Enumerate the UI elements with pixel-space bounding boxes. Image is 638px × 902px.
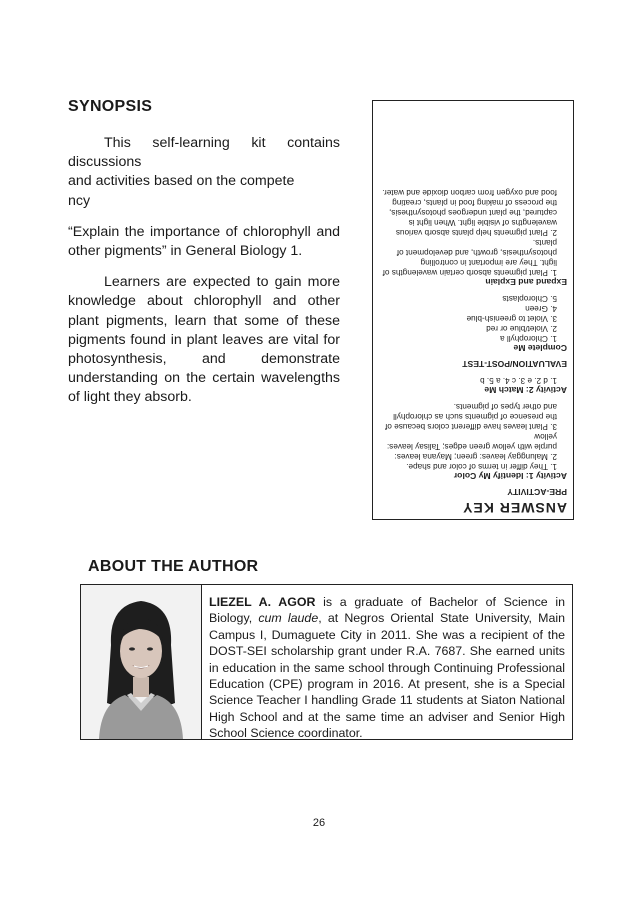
answer-key-activity1: Activity 1: Identify My Color	[453, 471, 567, 481]
synopsis-paragraph-1	[68, 134, 340, 211]
author-photo	[81, 585, 202, 739]
synopsis-section	[68, 98, 340, 420]
synopsis-paragraph-2: “Explain the importance of chlorophyll and other pigments” in General Biology 1.	[68, 223, 340, 260]
synopsis-p1-line4: ncy	[68, 192, 91, 209]
answer-key-expand: Expand and Explain	[485, 277, 567, 287]
synopsis-p1-line1: This self-learning kit contains	[104, 135, 340, 151]
answer-key-cm-5: 5. Chloroplasts	[502, 294, 557, 303]
answer-key-a1-1: 1. They differ in terms of color and shape.	[406, 462, 557, 471]
answer-key-a2-answers: 1. d 2. e 3. c 4. a 5. b	[480, 376, 557, 385]
answer-key-evaluation: EVALUATION/POST-TEST	[462, 359, 567, 369]
answer-key-cm-1: 1. Chlorophyll a	[500, 334, 557, 343]
author-section-title: ABOUT THE AUTHOR	[88, 558, 259, 575]
synopsis-p1-line2: discussions	[68, 154, 142, 171]
answer-key-box	[372, 100, 574, 520]
author-bio	[209, 594, 565, 742]
answer-key-content	[373, 101, 573, 519]
author-portrait-image	[81, 585, 201, 739]
author-bio-part2: , at Negros Oriental State University, Main Campus I, Dumaguete City in 2011. She was a recipient of the DOST-SEI scholarship grant under R.A. 7687. She earned units in education in the same school through Continuing Professional Education (CPE) program in 2016. At present, she is a Special Science Teacher I handling Grade 11 students at Siaton National High School and at the same time an adviser and Senior High School Science coordinator.	[209, 611, 565, 741]
answer-key-activity2: Activity 2: Match Me	[484, 385, 567, 395]
synopsis-p1-line3: and activities based on the compete	[68, 173, 295, 190]
answer-key-a1-2: 2. Malunggay leaves: green; Mayana leaves: purple with yellow green edges; Talisay leaves: yellow	[386, 432, 557, 461]
answer-key-cm-4: 4. Green	[525, 304, 557, 313]
answer-key-cm-3: 3. Violet to greenish-blue	[466, 314, 557, 323]
synopsis-paragraph-3: Learners are expected to gain more knowledge about chlorophyll and other plant pigments, learn that some of these pigments found in plant leaves are vital for photosynthesis, and demonstrate understanding on the certain wavelengths of light they absorb.	[68, 274, 340, 406]
answer-key-cm-2: 2. Violet/blue or red	[486, 324, 557, 333]
answer-key-complete-me: Complete Me	[513, 343, 567, 353]
synopsis-title: SYNOPSIS	[68, 98, 153, 115]
answer-key-pre-activity: PRE-ACTIVITY	[507, 487, 567, 497]
author-name: LIEZEL A. AGOR	[209, 595, 316, 609]
answer-key-a1-3: 3. Plant leaves have different colors because of the presence of pigments such as chlorophyll and other types of pigments.	[385, 402, 557, 431]
answer-key-title: ANSWER KEY	[462, 500, 567, 516]
answer-key-ee-1: 1. Plant pigments absorb certain wavelengths of light. They are important in controlling photosynthesis, growth, and development of plants.	[382, 238, 557, 277]
author-bio-part1: is a graduate of Bachelor of Science in Biology,	[209, 595, 565, 626]
answer-key-ee-2: 2. Plant pigments help plants absorb various wavelengths of visible light. When light is captured, the plant undergoes photosynthesis, the process of making food in plants, creating food and oxygen from carbon dioxide and water.	[382, 188, 557, 237]
author-bio-honor: cum laude	[258, 611, 319, 626]
author-box	[80, 584, 573, 740]
page-number: 26	[312, 817, 326, 829]
